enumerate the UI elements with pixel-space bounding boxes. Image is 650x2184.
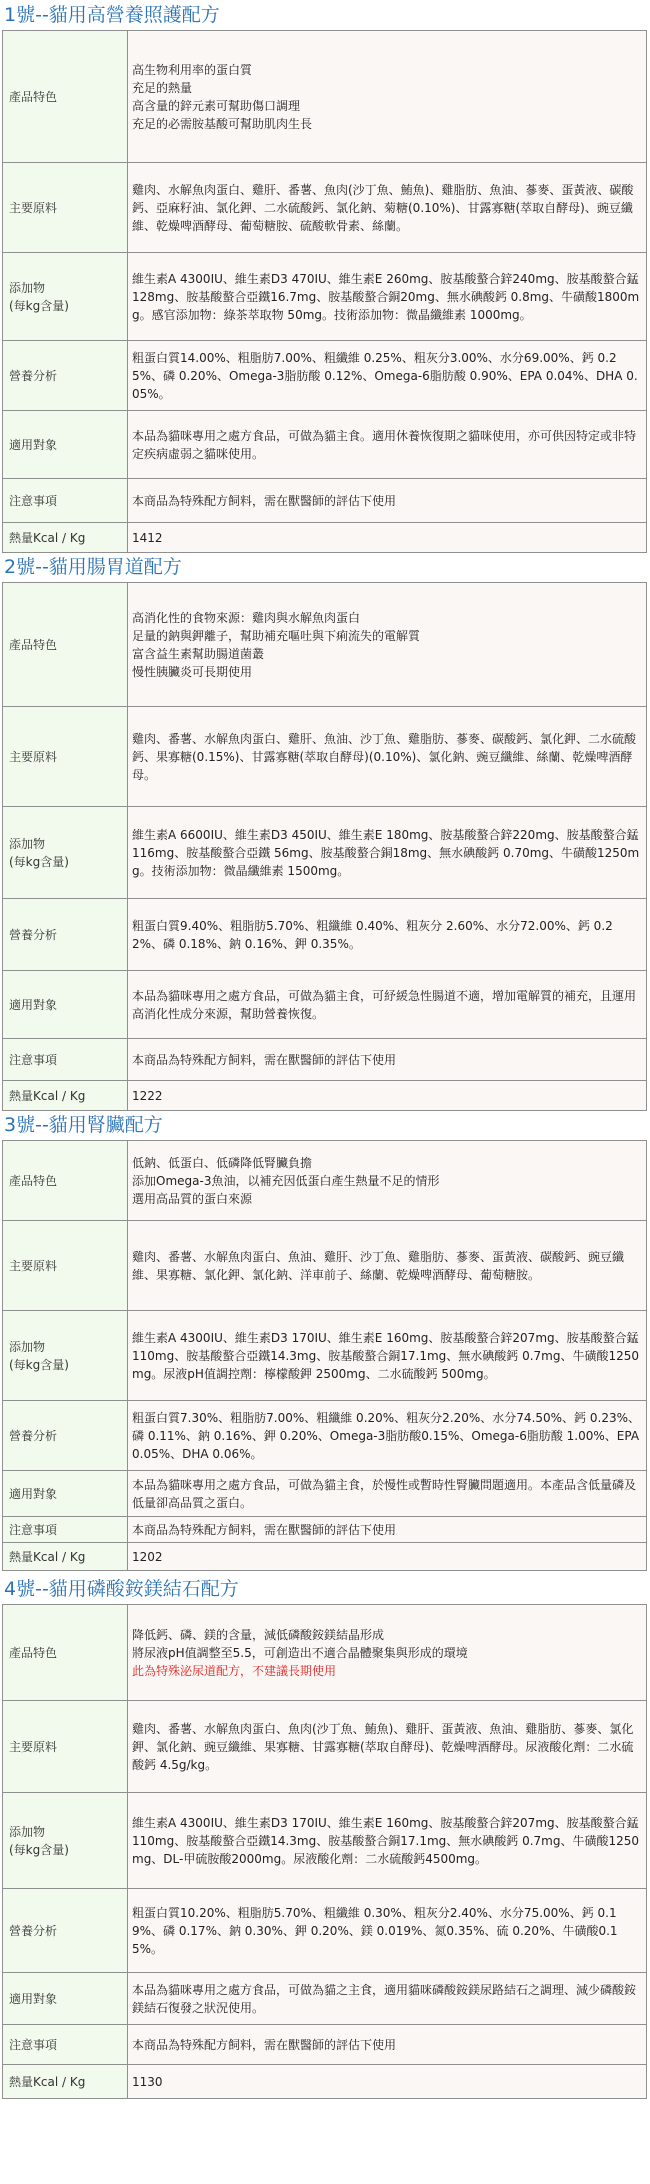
row-label: 營養分析 (3, 899, 128, 971)
row-value: 維生素A 6600IU、維生素D3 450IU、維生素E 180mg、胺基酸螯合鋅220mg、胺基酸螯合錳 116mg、胺基酸螯合亞鐵 56mg、胺基酸螯合銅18mg、無水碘酸鈣 0.70mg、牛磺酸1250mg。技術添加物：微晶纖維素 1500mg。 (128, 807, 647, 899)
table-row (3, 807, 647, 899)
row-label: 營養分析 (3, 341, 128, 411)
spec-table (2, 1140, 647, 1571)
row-value: 粗蛋白質10.20%、粗脂肪5.70%、粗纖維 0.30%、粗灰分2.40%、水分75.00%、鈣 0.19%、磷 0.17%、鈉 0.30%、鉀 0.20%、鎂 0.019%、氮0.35%、硫 0.20%、牛磺酸0.15%。 (128, 1889, 647, 1973)
table-row (3, 2065, 647, 2099)
formula-section-4 (0, 1574, 650, 2099)
feature-line: 高生物利用率的蛋白質 (132, 62, 253, 77)
row-label: 營養分析 (3, 1889, 128, 1973)
row-value: 本品為貓咪專用之處方食品，可做為貓主食，於慢性或暫時性腎臟問題適用。本產品含低量磷及低量卻高品質之蛋白。 (128, 1471, 647, 1517)
row-label: 注意事項 (3, 1517, 128, 1543)
table-row (3, 1889, 647, 1973)
table-row (3, 583, 647, 707)
row-value: 粗蛋白質7.30%、粗脂肪7.00%、粗纖維 0.20%、粗灰分2.20%、水分74.50%、鈣 0.23%、磷 0.11%、鈉 0.16%、鉀 0.20%、Omega-3脂肪酸0.15%、Omega-6脂肪酸 1.00%、EPA 0.05%、DHA 0.06%。 (128, 1401, 647, 1471)
table-row (3, 411, 647, 479)
row-label: 產品特色 (3, 1141, 128, 1221)
feature-line: 將尿液pH值調整至5.5，可創造出不適合晶體聚集與形成的環境 (132, 1645, 468, 1660)
row-value: 維生素A 4300IU、維生素D3 170IU、維生素E 160mg、胺基酸螯合鋅207mg、胺基酸螯合錳 110mg、胺基酸螯合亞鐵14.3mg、胺基酸螯合銅17.1mg、無水碘酸鈣 0.7mg、牛磺酸1250mg。尿液pH值調控劑：檸檬酸鉀 2500mg、二水硫酸鈣 500mg。 (128, 1311, 647, 1401)
row-label (3, 1793, 128, 1889)
row-label: 主要原料 (3, 1221, 128, 1311)
table-row (3, 1081, 647, 1111)
label-line: 添加物 (9, 1824, 46, 1839)
feature-line: 高消化性的食物來源：雞肉與水解魚肉蛋白 (132, 610, 361, 625)
row-label (3, 1311, 128, 1401)
row-value: 本品為貓咪專用之處方食品，可做為貓主食。適用休養恢復期之貓咪使用，亦可供因特定或非特定疾病虛弱之貓咪使用。 (128, 411, 647, 479)
table-row (3, 479, 647, 523)
row-label: 適用對象 (3, 1973, 128, 2025)
row-value: 1130 (128, 2065, 647, 2099)
table-row (3, 1973, 647, 2025)
formula-section-2 (0, 552, 650, 1111)
section-title: 1號--貓用高營養照護配方 (4, 4, 220, 26)
feature-line: 低鈉、低蛋白、低磷降低腎臟負擔 (132, 1155, 313, 1170)
table-row (3, 971, 647, 1039)
warning-text: 此為特殊泌尿道配方，不建議長期使用 (132, 1663, 337, 1678)
table-row (3, 253, 647, 341)
formula-section-1 (0, 0, 650, 553)
row-label: 主要原料 (3, 163, 128, 253)
row-value: 本商品為特殊配方飼料，需在獸醫師的評估下使用 (128, 1517, 647, 1543)
table-row (3, 899, 647, 971)
row-value: 本品為貓咪專用之處方食品，可做為貓之主食，適用貓咪磷酸銨鎂尿路結石之調理、減少磷酸銨鎂結石復發之狀況使用。 (128, 1973, 647, 2025)
label-line: (每kg含量) (9, 1357, 69, 1372)
row-value: 粗蛋白質14.00%、粗脂肪7.00%、粗纖維 0.25%、粗灰分3.00%、水分69.00%、鈣 0.25%、磷 0.20%、Omega-3脂肪酸 0.12%、Omega-6脂肪酸 0.90%、EPA 0.04%、DHA 0.05%。 (128, 341, 647, 411)
feature-line: 慢性胰臟炎可長期使用 (132, 664, 253, 679)
table-row (3, 1543, 647, 1571)
row-label: 熱量Kcal / Kg (3, 1081, 128, 1111)
spec-table (2, 30, 647, 553)
row-value: 本品為貓咪專用之處方食品，可做為貓主食，可紓緩急性腸道不適，增加電解質的補充，且運用高消化性成分來源，幫助營養恢復。 (128, 971, 647, 1039)
row-label: 適用對象 (3, 411, 128, 479)
table-row (3, 1221, 647, 1311)
row-value: 1412 (128, 523, 647, 553)
table-row (3, 707, 647, 807)
row-value: 1202 (128, 1543, 647, 1571)
row-label: 適用對象 (3, 1471, 128, 1517)
row-value (128, 1141, 647, 1221)
row-label: 注意事項 (3, 2025, 128, 2065)
table-row (3, 163, 647, 253)
feature-line: 足量的鈉與鉀離子，幫助補充嘔吐與下痢流失的電解質 (132, 628, 421, 643)
row-value: 維生素A 4300IU、維生素D3 470IU、維生素E 260mg、胺基酸螯合鋅240mg、胺基酸螯合錳 128mg、胺基酸螯合亞鐵16.7mg、胺基酸螯合銅20mg、無水碘酸鈣 0.8mg、牛磺酸1800mg。感官添加物：綠茶萃取物 50mg。技術添加物：微晶纖維素 1000mg。 (128, 253, 647, 341)
feature-line: 高含量的鋅元素可幫助傷口調理 (132, 98, 301, 113)
row-value: 本商品為特殊配方飼料，需在獸醫師的評估下使用 (128, 2025, 647, 2065)
table-row (3, 31, 647, 163)
row-label: 主要原料 (3, 1701, 128, 1793)
row-label: 熱量Kcal / Kg (3, 1543, 128, 1571)
row-value: 雞肉、番薯、水解魚肉蛋白、魚肉(沙丁魚、鮪魚)、雞肝、蛋黃液、魚油、雞脂肪、蔘麥、氯化鉀、氯化鈉、豌豆纖維、果寡糖、甘露寡糖(萃取自酵母)、乾燥啤酒酵母。尿液酸化劑：二水硫酸鈣 4.5g/kg。 (128, 1701, 647, 1793)
row-label (3, 253, 128, 341)
row-label: 產品特色 (3, 31, 128, 163)
feature-line: 富含益生素幫助腸道菌叢 (132, 646, 265, 661)
label-line: 添加物 (9, 1339, 46, 1354)
feature-line: 充足的必需胺基酸可幫助肌肉生長 (132, 116, 313, 131)
table-row (3, 1141, 647, 1221)
row-label: 營養分析 (3, 1401, 128, 1471)
row-value: 本商品為特殊配方飼料，需在獸醫師的評估下使用 (128, 1039, 647, 1081)
label-line: (每kg含量) (9, 1842, 69, 1857)
row-label: 主要原料 (3, 707, 128, 807)
spec-table (2, 582, 647, 1111)
row-label: 產品特色 (3, 1605, 128, 1701)
table-row (3, 1793, 647, 1889)
table-row (3, 523, 647, 553)
row-value: 維生素A 4300IU、維生素D3 170IU、維生素E 160mg、胺基酸螯合鋅207mg、胺基酸螯合錳 110mg、胺基酸螯合亞鐵14.3mg、胺基酸螯合銅17.1mg、無水碘酸鈣 0.7mg、牛磺酸1250mg、DL-甲硫胺酸2000mg。尿液酸化劑：二水硫酸鈣4500mg。 (128, 1793, 647, 1889)
row-label: 注意事項 (3, 479, 128, 523)
table-row (3, 1401, 647, 1471)
table-row (3, 1701, 647, 1793)
row-label: 適用對象 (3, 971, 128, 1039)
section-title: 3號--貓用腎臟配方 (4, 1114, 163, 1136)
table-row (3, 1311, 647, 1401)
feature-line: 添加Omega-3魚油，以補充因低蛋白產生熱量不足的情形 (132, 1173, 440, 1188)
label-line: (每kg含量) (9, 298, 69, 313)
table-row (3, 341, 647, 411)
spec-table (2, 1604, 647, 2099)
table-row (3, 1471, 647, 1517)
row-value: 1222 (128, 1081, 647, 1111)
row-value: 粗蛋白質9.40%、粗脂肪5.70%、粗纖維 0.40%、粗灰分 2.60%、水分72.00%、鈣 0.22%、磷 0.18%、鈉 0.16%、鉀 0.35%。 (128, 899, 647, 971)
row-value: 雞肉、番薯、水解魚肉蛋白、魚油、雞肝、沙丁魚、雞脂肪、蔘麥、蛋黃液、碳酸鈣、豌豆纖維、果寡糖、氯化鉀、氯化鈉、洋車前子、絲蘭、乾燥啤酒酵母、葡萄糖胺。 (128, 1221, 647, 1311)
table-row (3, 1517, 647, 1543)
table-row (3, 1039, 647, 1081)
row-value: 雞肉、番薯、水解魚肉蛋白、雞肝、魚油、沙丁魚、雞脂肪、蔘麥、碳酸鈣、氯化鉀、二水硫酸鈣、果寡糖(0.15%)、甘露寡糖(萃取自酵母)(0.10%)、氯化鈉、豌豆纖維、絲蘭、乾燥啤酒酵母。 (128, 707, 647, 807)
formula-section-3 (0, 1110, 650, 1571)
row-value: 本商品為特殊配方飼料，需在獸醫師的評估下使用 (128, 479, 647, 523)
label-line: 添加物 (9, 280, 46, 295)
row-value: 雞肉、水解魚肉蛋白、雞肝、番薯、魚肉(沙丁魚、鮪魚)、雞脂肪、魚油、蔘麥、蛋黃液、碳酸鈣、亞麻籽油、氯化鉀、二水硫酸鈣、氯化鈉、菊糖(0.10%)、甘露寡糖(萃取自酵母)、豌豆纖維、乾燥啤酒酵母、葡萄糖胺、硫酸軟骨素、絲蘭。 (128, 163, 647, 253)
row-label: 熱量Kcal / Kg (3, 2065, 128, 2099)
feature-line: 降低鈣、磷、鎂的含量，減低磷酸銨鎂結晶形成 (132, 1627, 385, 1642)
row-value (128, 31, 647, 163)
section-title: 4號--貓用磷酸銨鎂結石配方 (4, 1578, 239, 1600)
table-row (3, 2025, 647, 2065)
row-label: 熱量Kcal / Kg (3, 523, 128, 553)
label-line: 添加物 (9, 836, 46, 851)
row-label: 注意事項 (3, 1039, 128, 1081)
table-row (3, 1605, 647, 1701)
row-value (128, 1605, 647, 1701)
section-title: 2號--貓用腸胃道配方 (4, 556, 182, 578)
feature-line: 選用高品質的蛋白來源 (132, 1191, 253, 1206)
label-line: (每kg含量) (9, 854, 69, 869)
row-label (3, 807, 128, 899)
row-label: 產品特色 (3, 583, 128, 707)
feature-line: 充足的熱量 (132, 80, 193, 95)
row-value (128, 583, 647, 707)
